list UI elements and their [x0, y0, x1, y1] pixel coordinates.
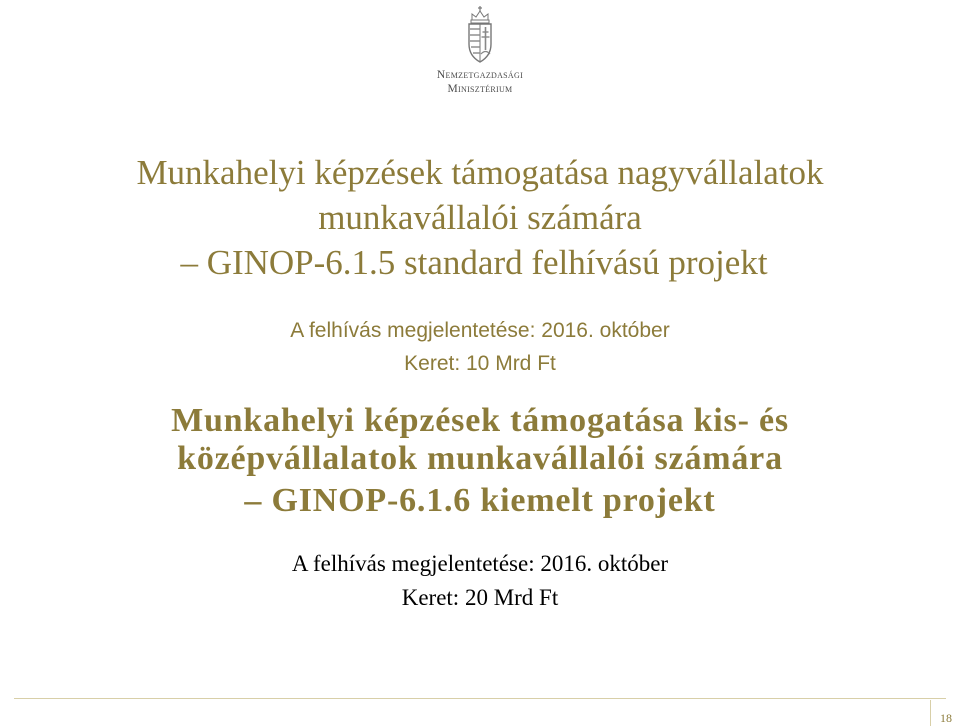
project2-budget: Keret: 20 Mrd Ft — [401, 585, 559, 610]
project2-title-line3: – GINOP-6.1.6 kiemelt projekt — [244, 482, 716, 519]
project2-title — [0, 402, 960, 520]
page-number: 18 — [940, 711, 952, 725]
ministry-name — [420, 68, 540, 96]
project2-title-line1: Munkahelyi képzések támogatása kis- és — [171, 402, 789, 439]
project1-announcement: A felhívás megjelentetése: 2016. október — [290, 319, 670, 342]
footer-page-separator — [930, 700, 931, 726]
project2-announcement: A felhívás megjelentetése: 2016. október — [291, 551, 669, 576]
ministry-logo — [420, 6, 540, 98]
project2-title-line2: középvállalatok munkavállalói számára — [177, 440, 783, 477]
footer-divider — [14, 698, 946, 699]
project1-title-line1: Munkahelyi képzések támogatása nagyvállalatok — [136, 153, 824, 192]
project1-title — [0, 150, 960, 285]
project1-title-line3: – GINOP-6.1.5 standard felhívású projekt — [180, 243, 768, 282]
project1-budget: Keret: 10 Mrd Ft — [404, 352, 556, 375]
ministry-name-line1: Nemzetgazdasági — [436, 69, 524, 81]
project1-title-line2: munkavállalói számára — [318, 198, 642, 237]
ministry-name-line2: Minisztérium — [447, 83, 513, 95]
hungarian-coat-of-arms-icon — [464, 6, 496, 64]
